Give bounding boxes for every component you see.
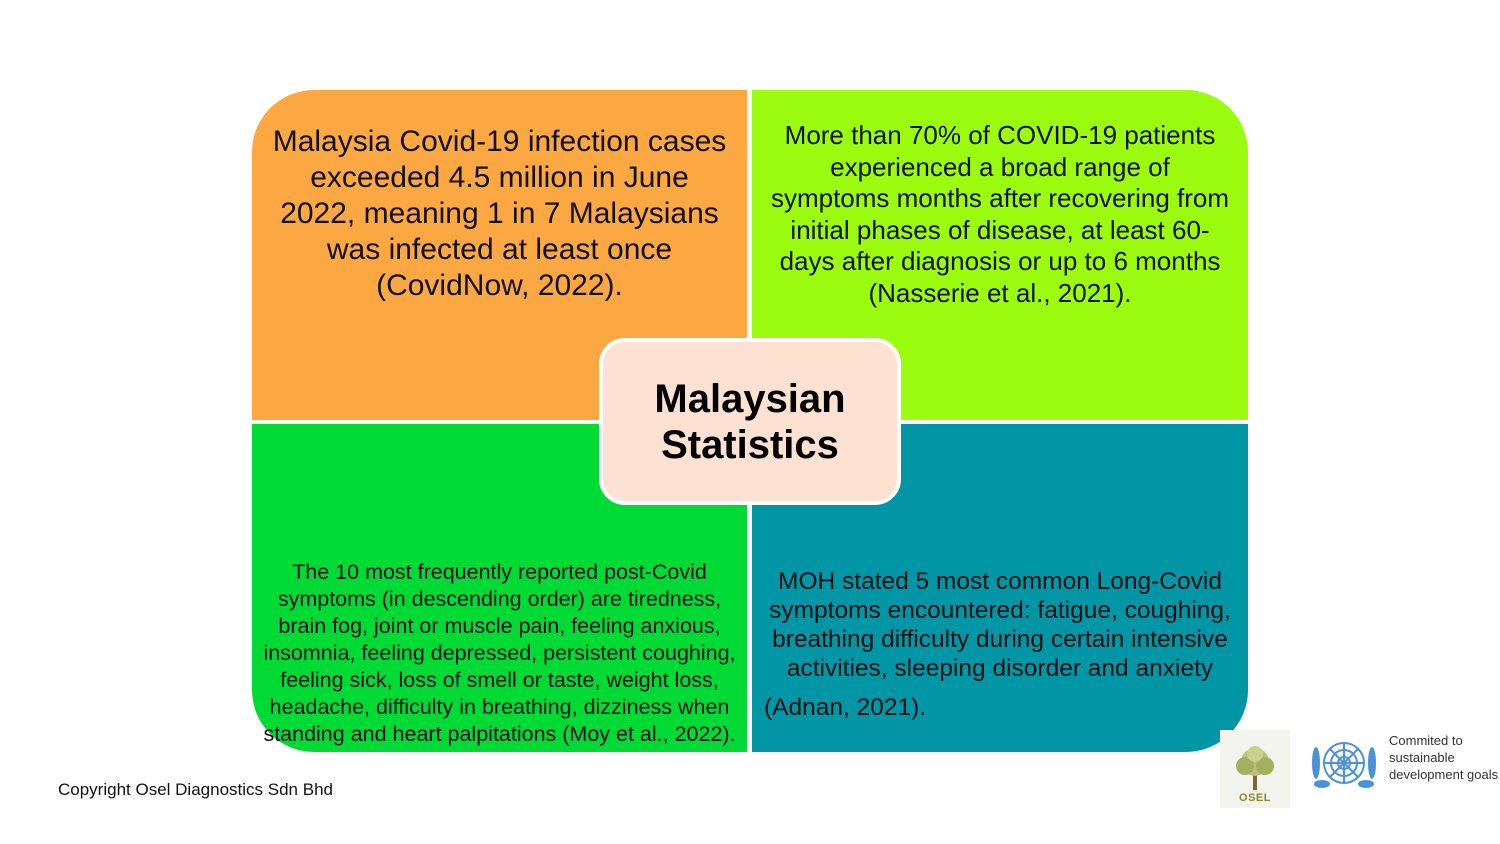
un-logo-text: Commited to sustainable development goals: [1389, 733, 1499, 782]
osel-logo-text: OSEL: [1239, 792, 1271, 804]
osel-tree-logo: [1220, 730, 1290, 808]
panel-infection-cases-text: Malaysia Covid-19 infection cases exceeded 4.5 million in June 2022, meaning 1 in 7 Malaysians was infected at least once (CovidNow, 2022).: [272, 125, 727, 302]
un-emblem-logo: [1308, 730, 1380, 800]
copyright-text: Copyright Osel Diagnostics Sdn Bhd: [58, 780, 333, 799]
panel-moh-statement-text: MOH stated 5 most common Long-Covid symptoms encountered: fatigue, coughing, breathing difficulty during certain intensive activities, sleeping disorder and anxiety: [769, 567, 1231, 682]
center-title-box: [599, 338, 901, 505]
panel-common-symptoms-text: The 10 most frequently reported post-Covid symptoms (in descending order) are tiredness, brain fog, joint or muscle pain, feeling anxious, insomnia, feeling depressed, persistent coughing, feeling sick, loss of smell or taste, weight loss, headache, difficulty in breathing, dizziness when standing and heart palpitations (Moy et al., 2022).: [263, 560, 736, 746]
center-title: Malaysian Statistics: [654, 376, 846, 467]
panel-symptoms-duration-text: More than 70% of COVID-19 patients experienced a broad range of symptoms months after recovering from initial phases of disease, at least 60-days after diagnosis or up to 6 months (Nasserie et al., 2021).: [770, 120, 1230, 308]
panel-moh-citation: (Adnan, 2021).: [764, 693, 927, 721]
tree-icon: [1230, 744, 1280, 792]
